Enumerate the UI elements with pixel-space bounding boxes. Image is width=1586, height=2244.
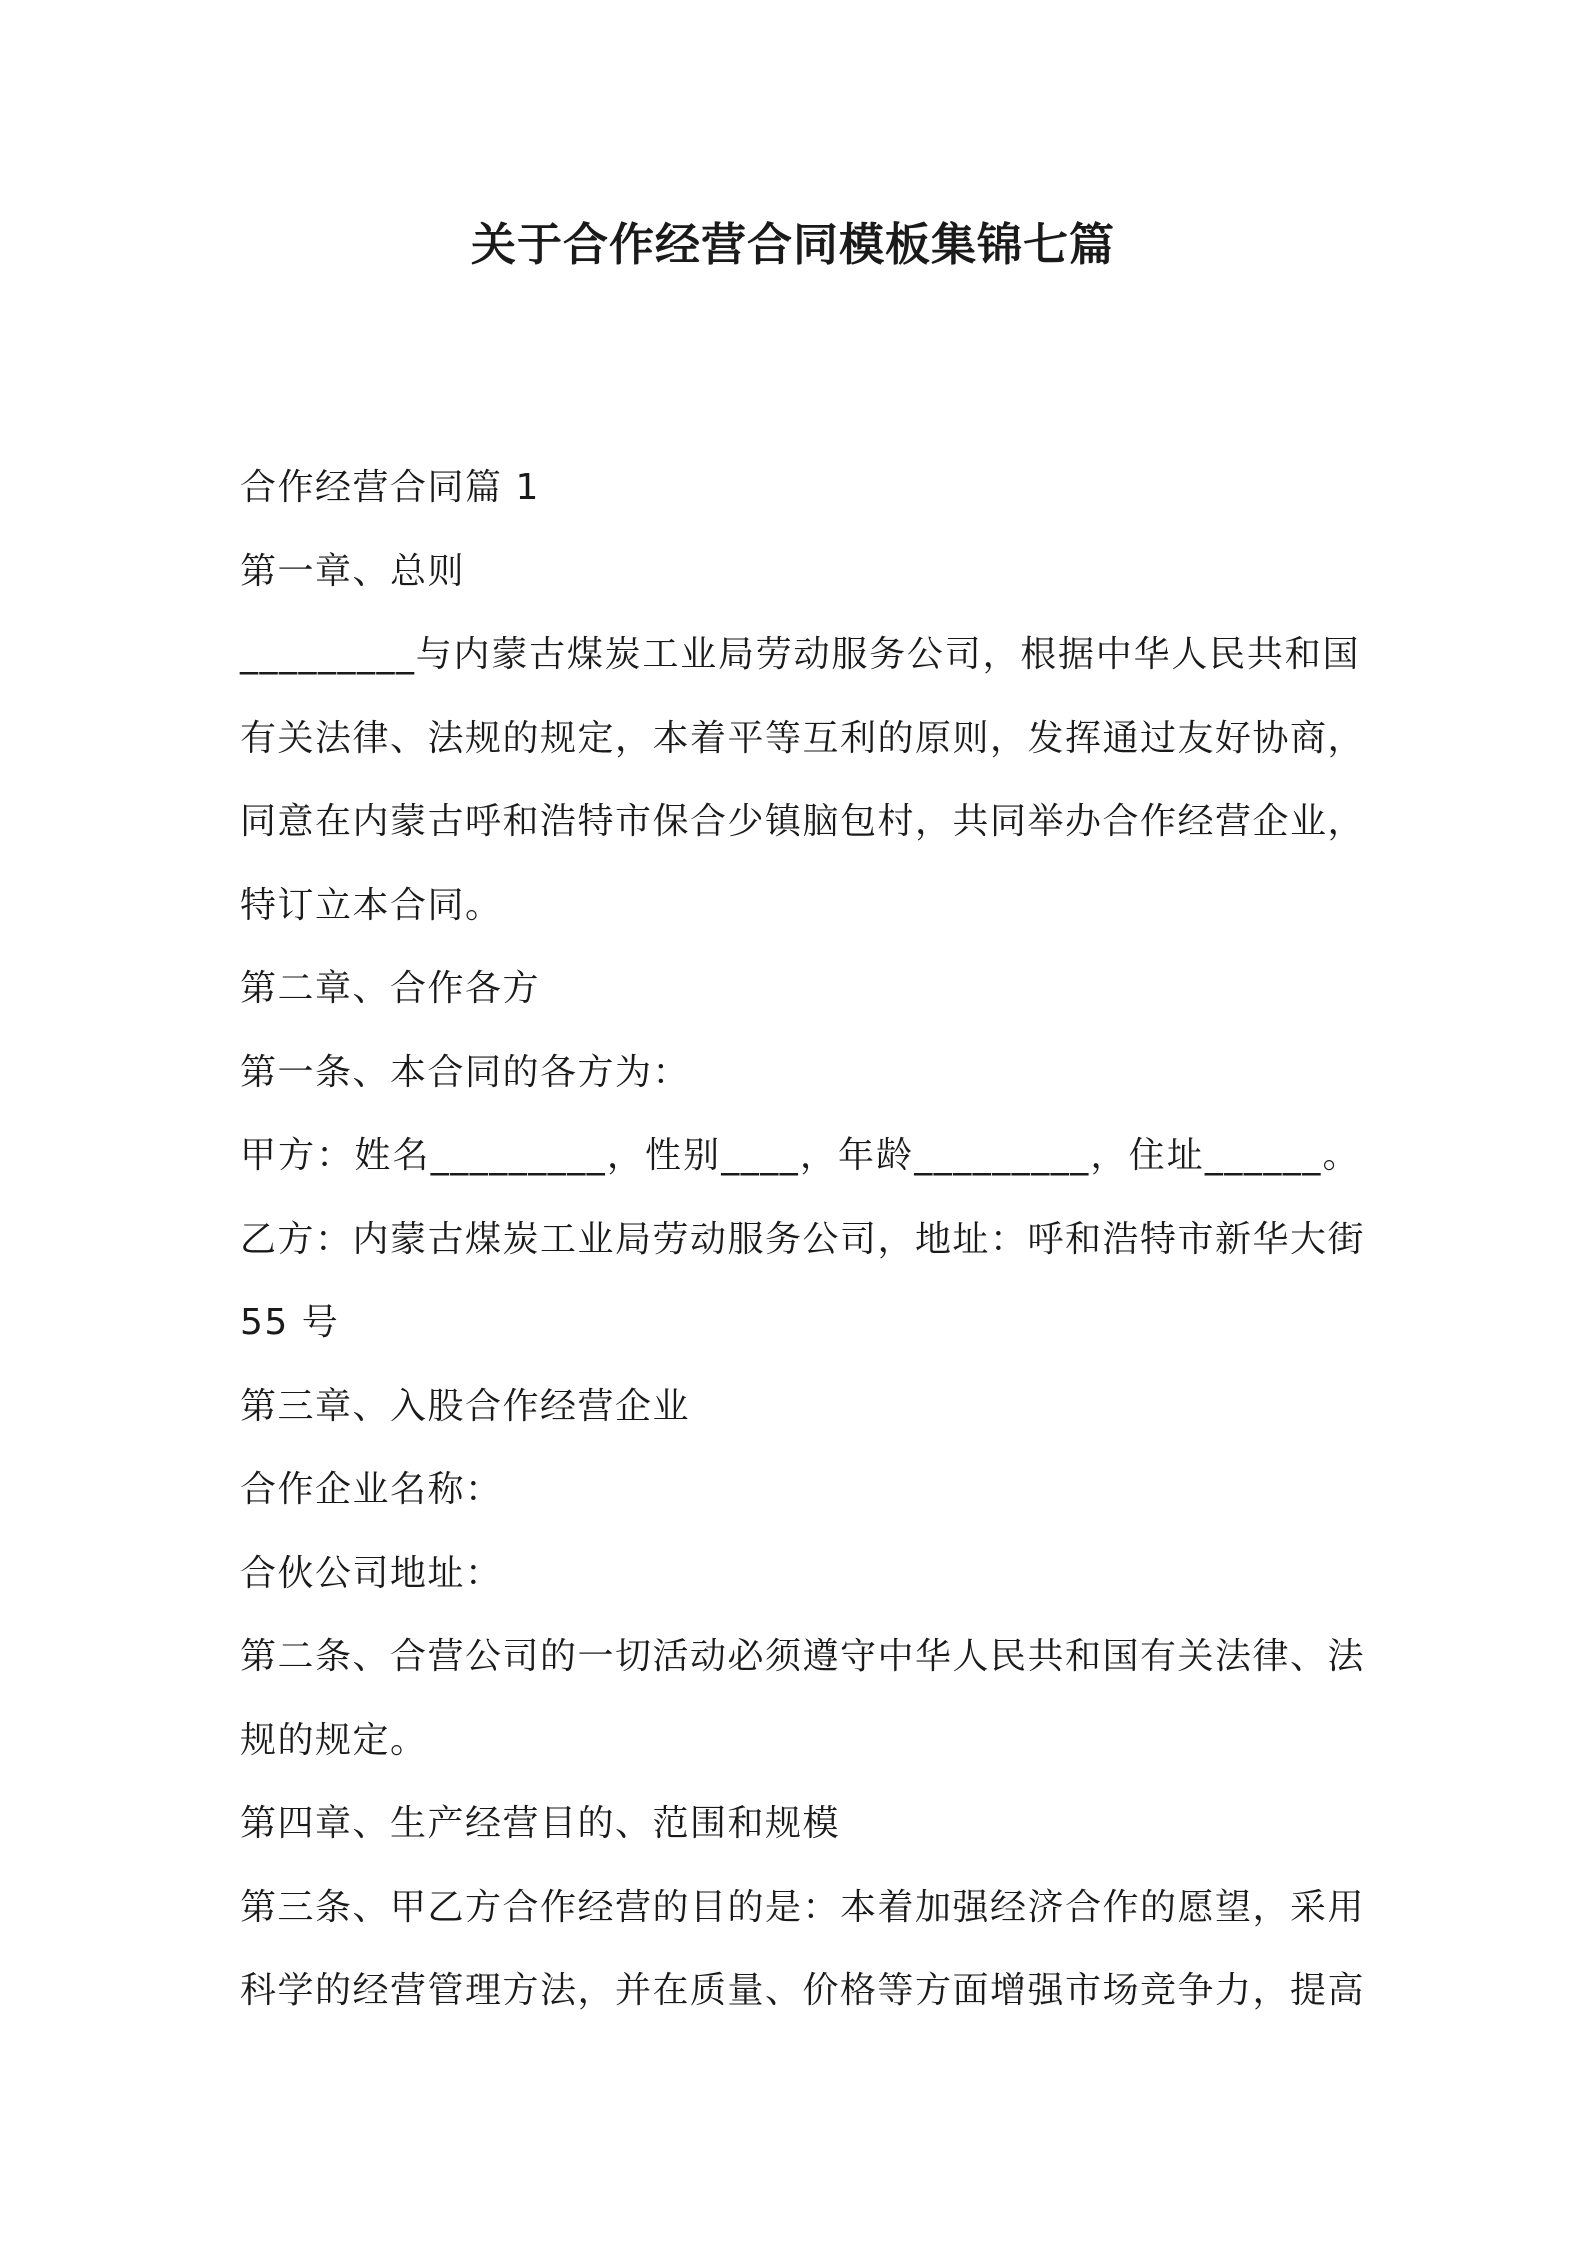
paragraph-line: 同意在内蒙古呼和浩特市保合少镇脑包村，共同举办合作经营企业， bbox=[240, 801, 1366, 842]
document-title: 关于合作经营合同模板集锦七篇 bbox=[470, 218, 1115, 271]
paragraph-line: 有关法律、法规的规定，本着平等互利的原则，发挥通过友好协商， bbox=[240, 717, 1366, 759]
article-line: 第二条、合营公司的一切活动必须遵守中华人民共和国有关法律、法 bbox=[240, 1636, 1366, 1677]
paragraph-line: 规的规定。 bbox=[240, 1719, 428, 1761]
field-line: 合作企业名称： bbox=[240, 1469, 503, 1510]
paragraph-line: 科学的经营管理方法，并在质量、价格等方面增强市场竞争力，提高 bbox=[240, 1970, 1366, 2011]
paragraph-line: 55 号 bbox=[240, 1302, 340, 1343]
chapter-heading: 第二章、合作各方 bbox=[240, 968, 541, 1009]
paragraph-line: 特订立本合同。 bbox=[240, 884, 503, 926]
party-b-line: 乙方：内蒙古煤炭工业局劳动服务公司，地址：呼和浩特市新华大街 bbox=[240, 1218, 1366, 1260]
chapter-heading: 第四章、生产经营目的、范围和规模 bbox=[240, 1803, 841, 1844]
document-body bbox=[240, 446, 1366, 2033]
party-a-line: 甲方：姓名_________，性别____，年龄_________，住址______。 bbox=[240, 1135, 1360, 1176]
article-line: 第一条、本合同的各方为： bbox=[240, 1051, 691, 1093]
field-line: 合伙公司地址： bbox=[240, 1552, 503, 1594]
paragraph-line: _________与内蒙古煤炭工业局劳动服务公司，根据中华人民共和国 bbox=[240, 634, 1360, 675]
chapter-heading: 第三章、入股合作经营企业 bbox=[240, 1385, 691, 1427]
article-line: 第三条、甲乙方合作经营的目的是：本着加强经济合作的愿望，采用 bbox=[240, 1886, 1366, 1928]
section-heading: 合作经营合同篇 1 bbox=[240, 467, 540, 508]
chapter-heading: 第一章、总则 bbox=[240, 550, 466, 592]
